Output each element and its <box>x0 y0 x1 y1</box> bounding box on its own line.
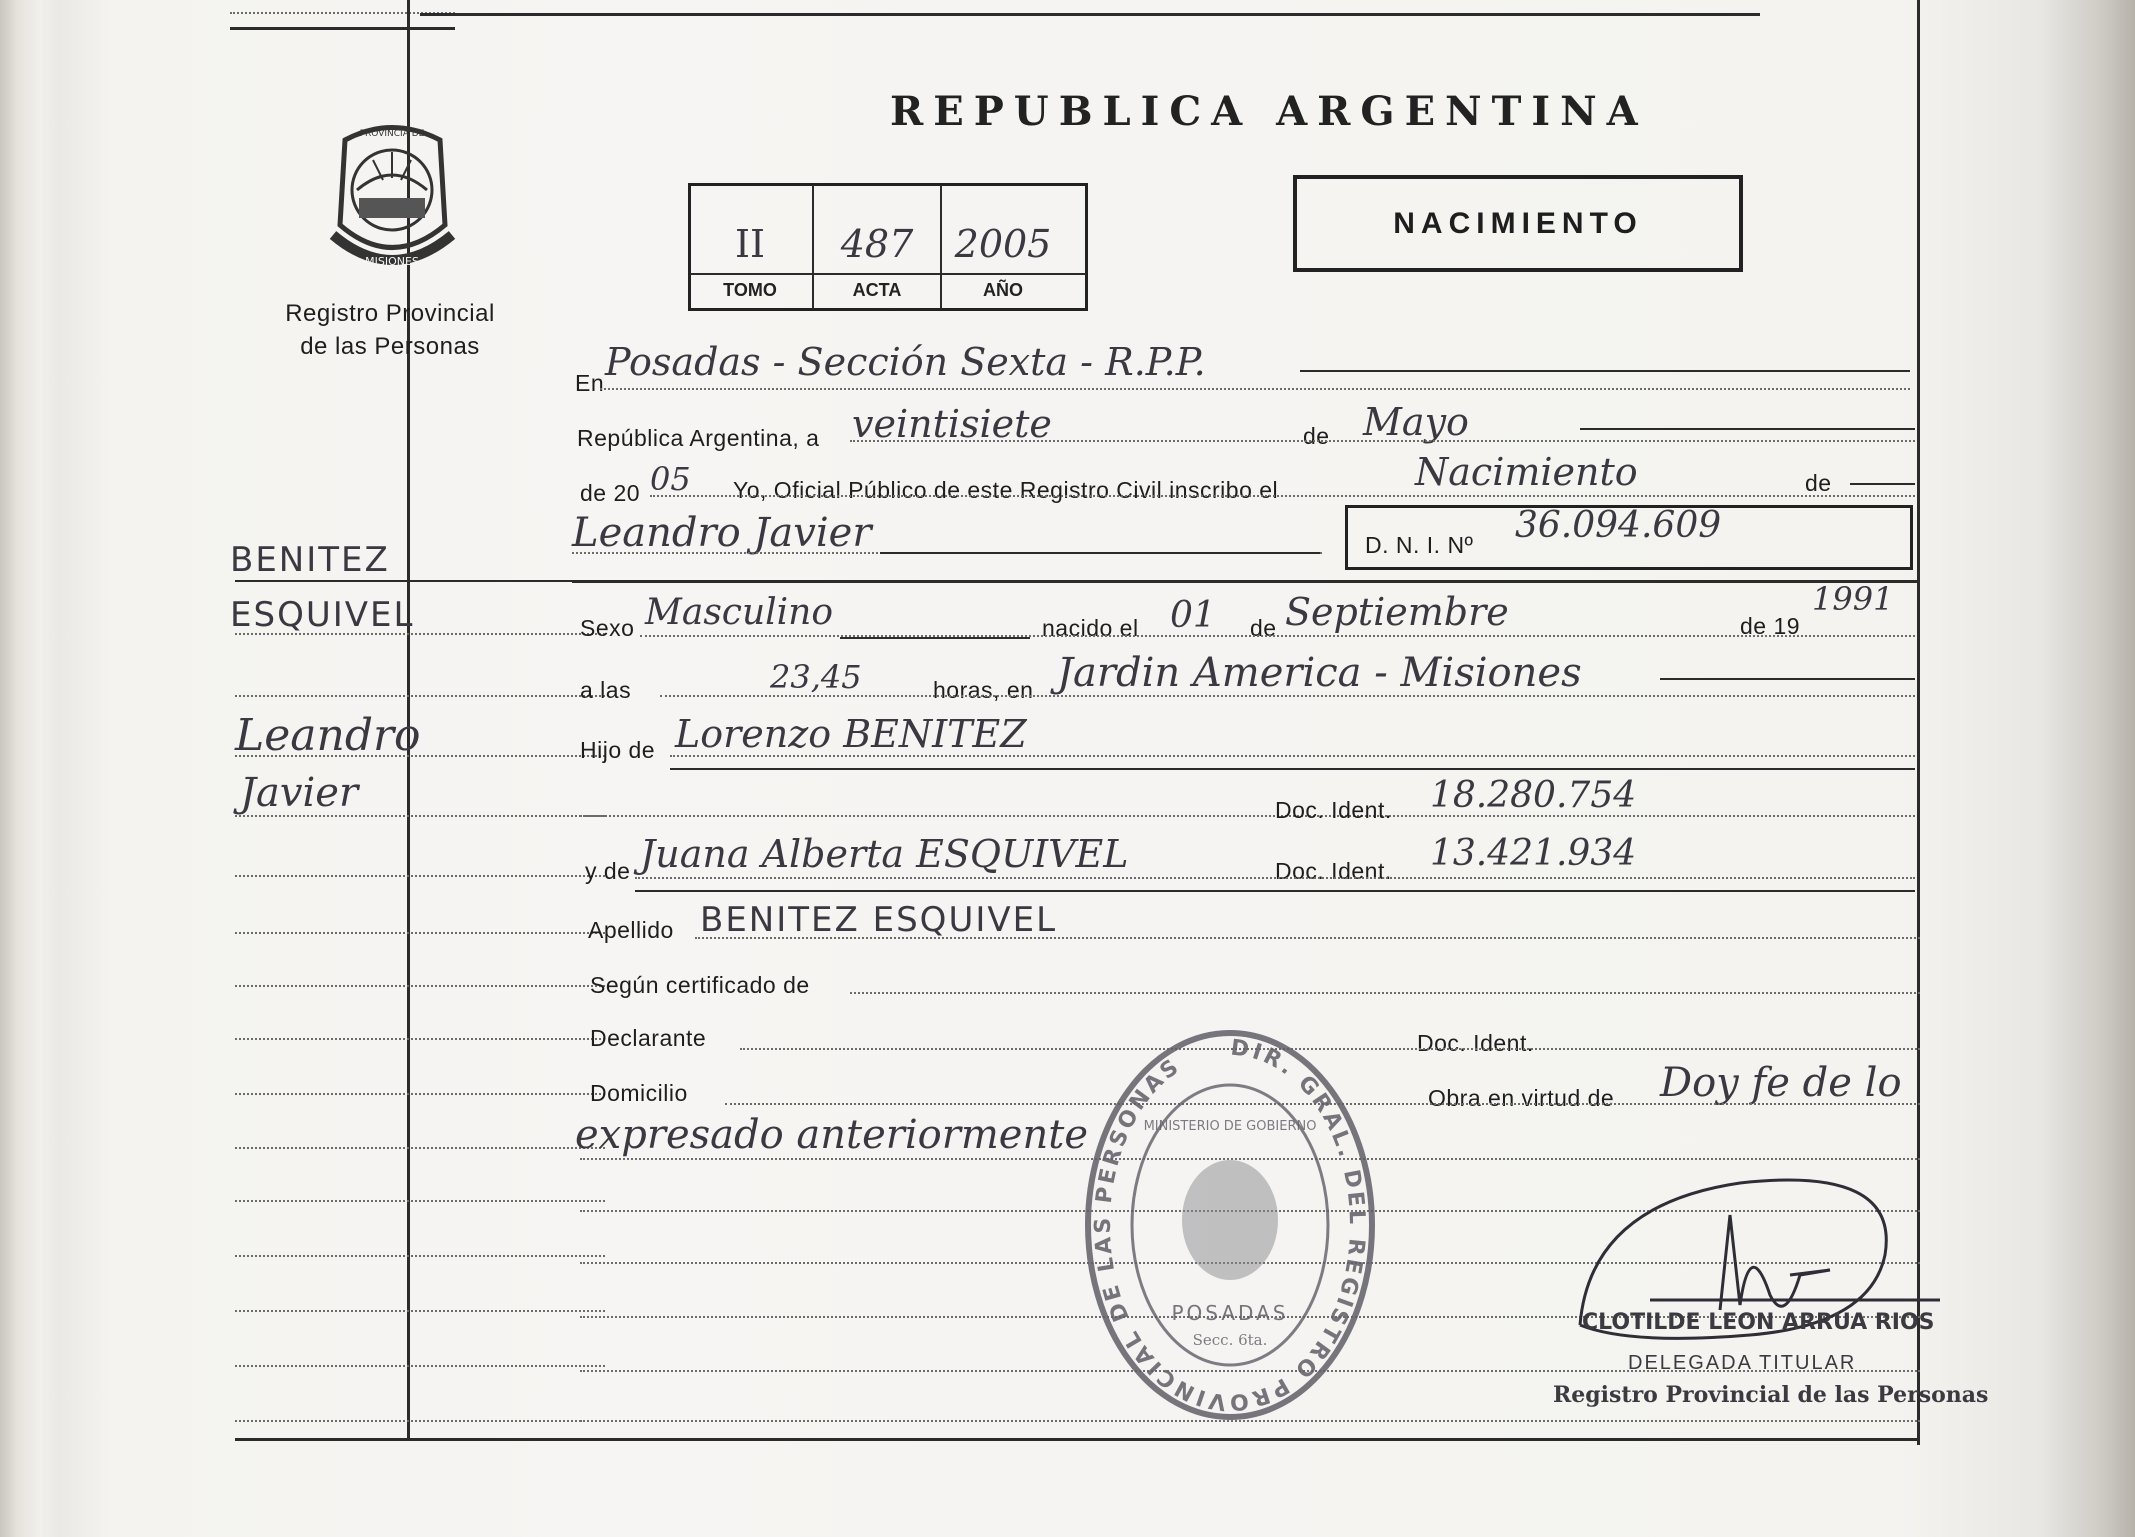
dni-number: 36.094.609 <box>1515 505 1722 546</box>
tomo-label: TOMO <box>723 280 777 300</box>
de-label-2: de <box>1805 470 1832 496</box>
seal-bottom-text: MISIONES <box>365 255 419 268</box>
margin-rule <box>235 633 605 635</box>
margin-rule <box>235 1420 605 1422</box>
margin-rule <box>235 695 605 697</box>
line-hijo <box>670 755 1915 757</box>
declarante-label: Declarante <box>590 1025 707 1051</box>
nacido-label: nacido el <box>1042 615 1139 641</box>
margin-surname-1: BENITEZ <box>230 540 390 580</box>
birth-place: Jardin America - Misiones <box>1057 650 1582 696</box>
day-in-words: veintisiete <box>852 402 1052 446</box>
birth-year: 1991 <box>1812 580 1894 618</box>
seal-top-text: PROVINCIA DE <box>359 129 425 139</box>
obra-value: Doy fe de lo <box>1660 1060 1902 1106</box>
official-round-stamp <box>1070 1020 1390 1445</box>
margin-rule <box>235 815 605 817</box>
place-of-registration: Posadas - Sección Sexta - R.P.P. <box>605 340 1206 384</box>
father-name: Lorenzo BENITEZ <box>675 712 1027 756</box>
row-separator <box>572 580 1917 583</box>
line-en-solid <box>1300 370 1910 372</box>
registered-full-name: Leandro Javier <box>572 510 872 556</box>
birth-certificate-page <box>60 0 2060 1537</box>
margin-surname-2: ESQUIVEL <box>230 595 415 635</box>
margin-rule <box>235 1093 605 1095</box>
signer-name: CLOTILDE LEON ARRUA RIOS <box>1582 1310 1935 1335</box>
line-alas-solid <box>1660 678 1915 680</box>
line-hijo-solid <box>670 768 1915 770</box>
birth-month: Septiembre <box>1285 590 1509 634</box>
sexo-label: Sexo <box>580 615 635 641</box>
line-alas <box>660 695 1915 697</box>
line-father-doc <box>580 815 1915 817</box>
mother-document: 13.421.934 <box>1430 833 1637 874</box>
birth-hour: 23,45 <box>770 658 862 696</box>
margin-rule <box>235 932 605 934</box>
stamp-section: Secc. 6ta. <box>1192 1331 1268 1349</box>
margin-rule <box>235 875 605 877</box>
inscription-type: Nacimiento <box>1415 450 1638 494</box>
domicilio-label: Domicilio <box>590 1080 688 1106</box>
line-rep <box>850 440 1915 442</box>
doc-label-mother: Doc. Ident. <box>1275 858 1392 884</box>
en-label: En <box>575 370 605 396</box>
ano-label: AÑO <box>983 280 1023 300</box>
stamp-inner-text: MINISTERIO DE GOBIERNO <box>1143 1119 1317 1134</box>
margin-name-2: Javier <box>240 770 359 816</box>
segun-label: Según certificado de <box>590 972 810 998</box>
official-signature <box>1570 1175 1950 1365</box>
margin-name-1: Leandro <box>235 710 421 761</box>
father-document: 18.280.754 <box>1430 775 1637 816</box>
dni-label: D. N. I. Nº <box>1365 532 1474 558</box>
alas-label: a las <box>580 677 632 703</box>
obra-value-continued: expresado anteriormente <box>575 1112 1088 1158</box>
acta-value: 487 <box>840 222 914 266</box>
top-solid-left <box>230 27 455 30</box>
registry-name-line2: de las Personas <box>300 333 480 360</box>
margin-solid-rule <box>235 580 605 582</box>
line-apellido <box>695 937 1920 939</box>
doc-label-father: Doc. Ident. <box>1275 797 1392 823</box>
margin-rule <box>235 1365 605 1367</box>
de19-label: de 19 <box>1740 613 1801 639</box>
line-sexo-solid <box>840 637 1030 639</box>
obra-label: Obra en virtud de <box>1428 1085 1615 1111</box>
line-sexo <box>640 635 1915 637</box>
margin-rule <box>235 1038 605 1040</box>
line-mother <box>635 877 1915 879</box>
birth-day: 01 <box>1170 595 1216 636</box>
rep-label: República Argentina, a <box>577 425 820 451</box>
sex-value: Masculino <box>645 592 834 633</box>
province-seal-logo <box>325 120 460 280</box>
line-rep-solid <box>1580 428 1915 430</box>
surname-value: BENITEZ ESQUIVEL <box>700 900 1058 940</box>
registry-name-line1: Registro Provincial <box>285 300 495 327</box>
signer-office: Registro Provincial de las Personas <box>1553 1382 1989 1408</box>
line-yo <box>650 495 1915 497</box>
line-yo-solid <box>1850 483 1915 485</box>
stamp-city: POSADAS <box>1171 1301 1289 1325</box>
margin-rule <box>235 755 605 757</box>
line-name-solid <box>880 552 1320 554</box>
line-mother-solid <box>635 890 1915 892</box>
line-segun <box>850 992 1920 994</box>
yde-label: y de <box>585 858 631 884</box>
country-title: REPUBLICA ARGENTINA <box>890 88 1648 135</box>
table-row-divider <box>690 273 1086 275</box>
registration-month: Mayo <box>1363 400 1469 444</box>
margin-rule <box>235 1200 605 1202</box>
margin-rule <box>235 1147 605 1149</box>
mother-name: Juana Alberta ESQUIVEL <box>640 832 1129 876</box>
act-type-label: NACIMIENTO <box>1393 207 1643 240</box>
doc-label-declarante: Doc. Ident. <box>1417 1030 1534 1056</box>
margin-rule <box>235 1310 605 1312</box>
apellido-label: Apellido <box>588 917 674 943</box>
horas-label: horas, en <box>933 677 1034 703</box>
line-en <box>600 388 1910 390</box>
table-col-divider <box>812 185 814 309</box>
de-label-3: de <box>1250 615 1277 641</box>
de20-label: de 20 <box>580 480 641 506</box>
tomo-value: II <box>734 222 766 266</box>
registration-year-suffix: 05 <box>650 460 691 498</box>
yo-label: Yo, Oficial Público de este Registro Civil inscribo el <box>733 477 1279 503</box>
acta-label: ACTA <box>852 280 902 300</box>
signer-role: DELEGADA TITULAR <box>1628 1352 1857 1374</box>
ano-value: 2005 <box>954 222 1052 266</box>
hijo-label: Hijo de <box>580 737 656 763</box>
table-col-divider <box>940 185 942 309</box>
top-solid-right <box>420 13 1760 16</box>
margin-rule <box>235 985 605 987</box>
margin-bottom-rule <box>235 1438 605 1441</box>
stamp-ring-text: DIR. GRAL. DEL REGISTRO PROVINCIAL DE LAS PERSONAS <box>1090 1035 1370 1415</box>
de-label-1: de <box>1303 423 1330 449</box>
margin-rule <box>235 1255 605 1257</box>
